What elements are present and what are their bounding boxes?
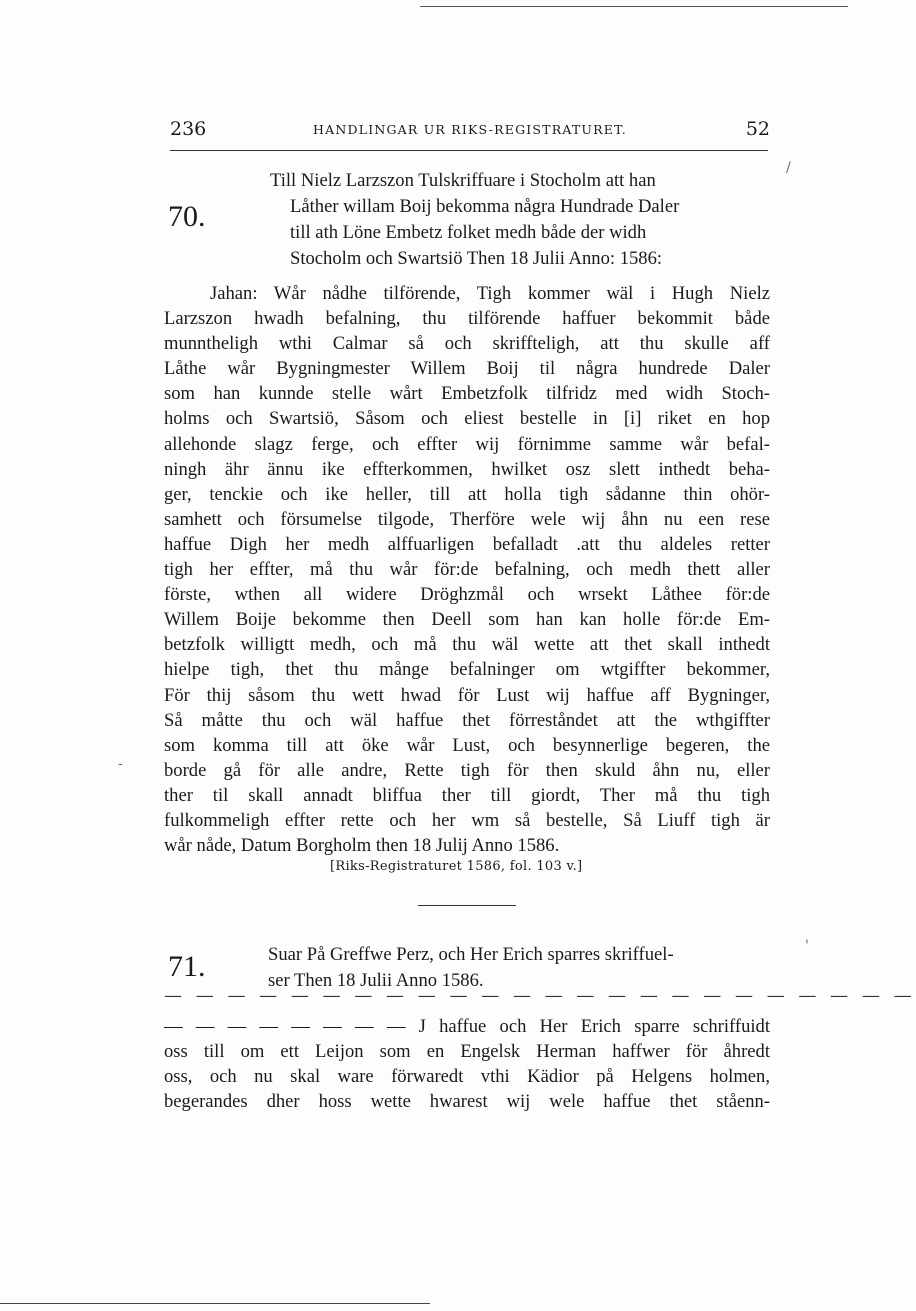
section-71-body bbox=[164, 1014, 770, 1114]
body-line: holms och Swartsiö, Såsom och eliest bestelle in [i] riket en hop bbox=[164, 408, 770, 430]
source-citation: [Riks-Registraturet 1586, fol. 103 v.] bbox=[330, 859, 583, 874]
body-line: som komma till att öke wår Lust, och besynnerlige begeren, the bbox=[164, 734, 770, 756]
heading-line: Stocholm och Swartsiö Then 18 Julii Anno: 1586: bbox=[290, 248, 663, 269]
body-line: hielpe tigh, thet thu månge befalninger om wtgiffter bekommer, bbox=[164, 659, 770, 681]
heading-line: Suar På Greffwe Perz, och Her Erich sparres skriffuel- bbox=[268, 944, 674, 965]
body-line: Jahan: Wår nådhe tilförende, Tigh kommer wäl i Hugh Nielz bbox=[210, 283, 770, 304]
body-line: samhett och försumelse tilgode, Therföre wele wij åhn nu een rese bbox=[164, 508, 770, 530]
section-70-heading bbox=[270, 168, 778, 272]
page-number: 236 bbox=[170, 118, 207, 140]
body-line: ther til skall annadt bliffua ther till giordt, Ther må thu tigh bbox=[164, 784, 770, 806]
document-number: 52 bbox=[745, 118, 770, 140]
body-line: borde gå för alle andre, Rette tigh för then skuld åhn nu, eller bbox=[164, 759, 770, 781]
body-line: oss, och nu skal ware förwaredt vthi Kädior på Helgens holmen, bbox=[164, 1066, 770, 1088]
body-line: munntheligh wthi Calmar så och skriffteligh, att thu skulle aff bbox=[164, 333, 770, 355]
page-header bbox=[170, 118, 770, 144]
running-title: HANDLINGAR UR RIKS-REGISTRATURET. bbox=[313, 122, 627, 137]
margin-mark: / bbox=[786, 160, 791, 176]
body-line: Larzszon hwadh befalning, thu tilförende haffuer bekommit både bbox=[164, 308, 770, 330]
margin-mark: - bbox=[118, 756, 123, 772]
body-line: som han kunnde stelle wårt Embetzfolk tilfridz med widh Stoch- bbox=[164, 383, 770, 405]
margin-mark: ' bbox=[805, 938, 809, 954]
header-rule bbox=[170, 150, 768, 151]
body-line: wår nåde, Datum Borgholm then 18 Julij Anno 1586. bbox=[164, 835, 560, 857]
section-number-71: 71. bbox=[168, 950, 206, 983]
heading-line: till ath Löne Embetz folket medh både der widh bbox=[290, 222, 647, 243]
heading-line: Till Nielz Larzszon Tulskriffuare i Stocholm att han bbox=[270, 170, 656, 191]
body-line: — — — — — — — — J haffue och Her Erich sparre schriffuidt bbox=[164, 1016, 770, 1037]
body-line: förste, wthen all widere Dröghzmål och wrsekt Låthee för:de bbox=[164, 584, 770, 606]
body-line: Willem Boije bekomme then Deell som han kan holle för:de Em- bbox=[164, 609, 770, 631]
body-line: För thij såsom thu wett hwad för Lust wij haffue aff Bygninger, bbox=[164, 684, 770, 706]
section-70-body bbox=[164, 281, 770, 858]
body-line: begerandes dher hoss wette hwarest wij wele haffue thet ståenn- bbox=[164, 1091, 770, 1113]
section-number-70: 70. bbox=[168, 200, 206, 233]
body-line: allehonde slagz ferge, och effter wij förnimme samme wår befal- bbox=[164, 433, 770, 455]
bottom-edge-rule bbox=[0, 1303, 430, 1304]
body-line: fulkommeligh effter rette och her wm så bestelle, Så Liuff tigh är bbox=[164, 809, 770, 831]
body-line: haffue Digh her medh alffuarligen befalladt .att thu aldeles retter bbox=[164, 533, 770, 555]
body-line: ger, tenckie och ike heller, till att holla tigh sådanne thin ohör- bbox=[164, 483, 770, 505]
body-line: ningh ähr ännu ike effterkommen, hwilket osz slett inthedt beha- bbox=[164, 458, 770, 480]
body-line: tigh her effter, må thu wår för:de befalning, och medh thett aller bbox=[164, 559, 770, 581]
body-line: oss till om ett Leijon som en Engelsk Herman haffwer för åhredt bbox=[164, 1041, 770, 1063]
heading-line: Låther willam Boij bekomma några Hundrade Daler bbox=[290, 196, 680, 217]
body-line: Låthe wår Bygningmester Willem Boij til några hundrede Daler bbox=[164, 358, 770, 380]
section-separator-rule bbox=[418, 905, 516, 906]
omission-dash-line: — — — — — — — — — — — — — — — — — — — — — — — — bbox=[164, 985, 916, 1006]
top-edge-rule bbox=[420, 6, 848, 7]
heading-line: ser Then 18 Julii Anno 1586. bbox=[268, 970, 484, 991]
body-line: Så måtte thu och wäl haffue thet förreståndet att the wthgiffter bbox=[164, 709, 770, 731]
body-line: betzfolk willigtt medh, och må thu wäl wette att thet skall inthedt bbox=[164, 634, 770, 656]
